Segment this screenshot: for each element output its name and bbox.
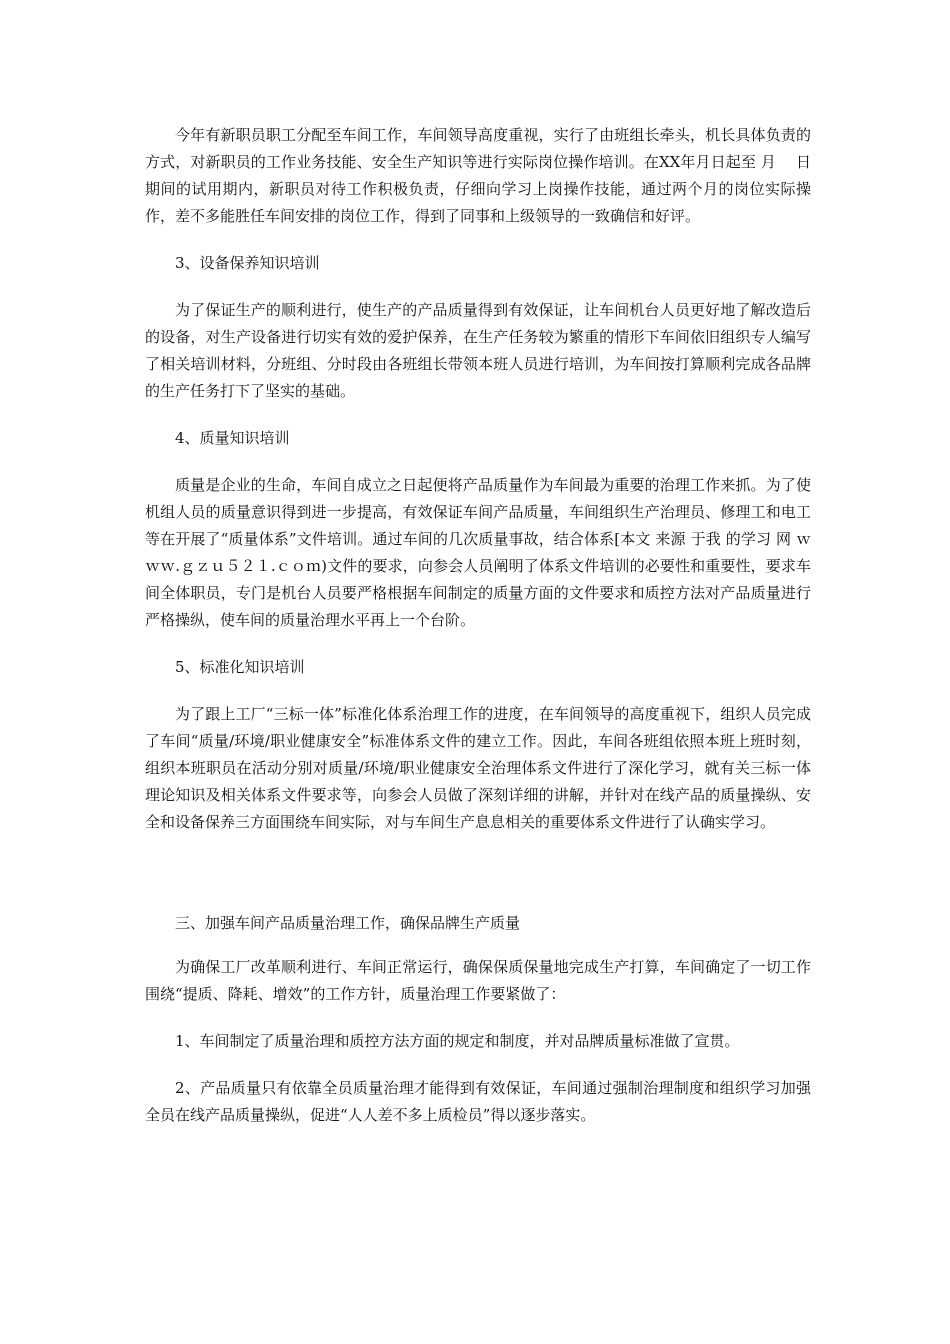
paragraph-equipment-maintenance: 为了保证生产的顺利进行，使生产的产品质量得到有效保证，让车间机台人员更好地了解改造后的设备，对生产设备进行切实有效的爱护保养，在生产任务较为繁重的情形下车间依旧组织专人编写了相关培训材料，分班组、分时段由各班组长带领本班人员进行培训，为车间按打算顺利完成各品牌的生产任务打下了坚实的基础。 xyxy=(145,301,811,400)
heading-equipment-maintenance: 3、设备保养知识培训 xyxy=(175,254,320,272)
paragraph-quality-management: 为确保工厂改革顺利进行、车间正常运行，确保保质保量地完成生产打算，车间确定了一切工作围绕“提质、降耗、增效”的工作方针，质量治理工作要紧做了： xyxy=(145,958,811,1003)
heading-section-three: 三、加强车间产品质量治理工作，确保品牌生产质量 xyxy=(175,914,521,932)
paragraph-item-two: 2、产品质量只有依靠全员质量治理才能得到有效保证，车间通过强制治理制度和组织学习加强全员在线产品质量操纵，促进“人人差不多上质检员”得以逐步落实。 xyxy=(145,1079,811,1124)
heading-standardization: 5、标准化知识培训 xyxy=(175,658,305,676)
paragraph-quality-knowledge: 质量是企业的生命，车间自成立之日起便将产品质量作为车间最为重要的治理工作来抓。为了使机组人员的质量意识得到进一步提高，有效保证车间产品质量，车间组织生产治理员、修理工和电工等在开展了“质量体系”文件培训。通过车间的几次质量事故，结合体系[本文 来源 于我 的学习 网 ｗｗｗ.ｇｚｕ５２１.ｃｏｍ)文件的要求，向参会人员阐明了体系文件培训的必要性和重要性，要求车间全体职员，专门是机台人员要严格根据车间制定的质量方面的文件要求和质控方法对产品质量进行严格操纵，使车间的质量治理水平再上一个台阶。 xyxy=(145,476,811,629)
document-body xyxy=(145,122,811,1129)
paragraph-standardization: 为了跟上工厂“三标一体”标准化体系治理工作的进度，在车间领导的高度重视下，组织人员完成了车间“质量/环境/职业健康安全”标准体系文件的建立工作。因此，车间各班组依照本班上班时刻，组织本班职员在活动分别对质量/环境/职业健康安全治理体系文件进行了深化学习，就有关三标一体理论知识及相关体系文件要求等，向参会人员做了深刻详细的讲解，并针对在线产品的质量操纵、安全和设备保养三方面围绕车间实际，对与车间生产息息相关的重要体系文件进行了认确实学习。 xyxy=(145,705,811,831)
paragraph-new-staff-training: 今年有新职员职工分配至车间工作，车间领导高度重视，实行了由班组长牵头，机长具体负责的方式，对新职员的工作业务技能、安全生产知识等进行实际岗位操作培训。在XX年月日起至 月 日期间的试用期内，新职员对待工作积极负责，仔细向学习上岗操作技能，通过两个月的岗位实际操作，差不多能胜任车间安排的岗位工作，得到了同事和上级领导的一致确信和好评。 xyxy=(145,126,811,225)
paragraph-item-one: 1、车间制定了质量治理和质控方法方面的规定和制度，并对品牌质量标准做了宣贯。 xyxy=(175,1032,740,1050)
heading-quality-knowledge: 4、质量知识培训 xyxy=(175,429,290,447)
